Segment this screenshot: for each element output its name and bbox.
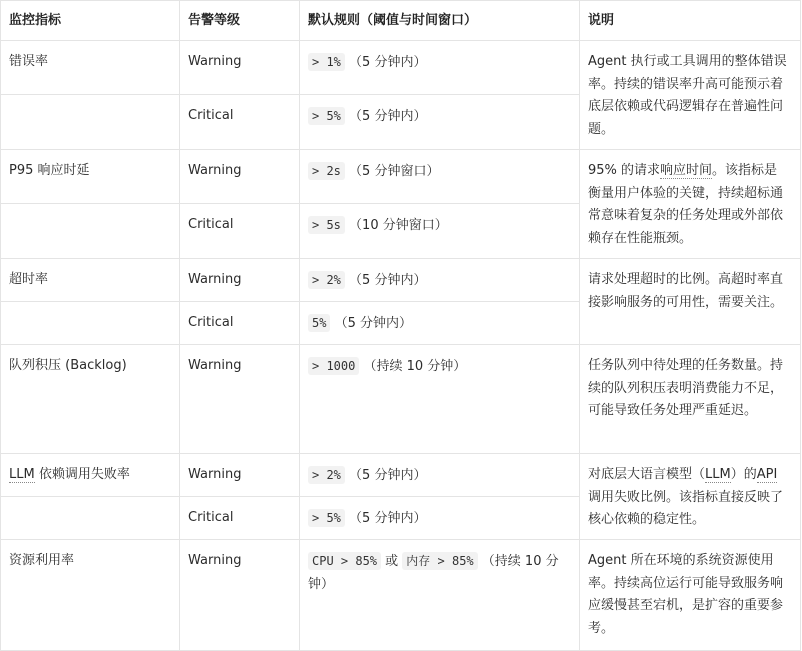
level-cell: Critical (180, 302, 300, 345)
level-cell: Warning (180, 454, 300, 497)
threshold-code: > 1% (308, 53, 345, 71)
level-cell: Critical (180, 204, 300, 259)
abbr-llm: LLM (9, 467, 35, 482)
header-desc: 说明 (580, 1, 801, 41)
table-row (1, 150, 801, 204)
level-cell: Warning (180, 150, 300, 204)
rule-cell: > 5s （10 分钟窗口） (300, 204, 580, 259)
threshold-code: 5% (308, 314, 330, 332)
threshold-code: 内存 > 85% (402, 552, 477, 570)
rule-cell: > 5% （5 分钟内） (300, 497, 580, 540)
level-cell: Warning (180, 259, 300, 302)
desc-cell: 对底层大语言模型（LLM）的API 调用失败比例。该指标直接反映了核心依赖的稳定性。 (580, 454, 801, 540)
threshold-code: CPU > 85% (308, 552, 381, 570)
metric-cell: 资源利用率 (1, 540, 180, 651)
rule-cell: 5% （5 分钟内） (300, 302, 580, 345)
table-header-row (1, 1, 801, 41)
abbr-api: API (756, 467, 778, 482)
threshold-code: > 2% (308, 271, 345, 289)
table-row (1, 41, 801, 95)
rule-cell: > 2s （5 分钟窗口） (300, 150, 580, 204)
level-cell: Warning (180, 345, 300, 454)
threshold-code: > 2% (308, 466, 345, 484)
rule-cell: > 2% （5 分钟内） (300, 259, 580, 302)
rule-cell: CPU > 85% 或 内存 > 85% （持续 10 分钟） (300, 540, 580, 651)
table-row (1, 259, 801, 302)
level-cell: Critical (180, 95, 300, 150)
rule-cell: > 1000 （持续 10 分钟） (300, 345, 580, 454)
rule-cell: > 5% （5 分钟内） (300, 95, 580, 150)
metric-cell: 队列积压 (Backlog) (1, 345, 180, 454)
metric-cell: 错误率 (1, 41, 180, 95)
rule-cell: > 2% （5 分钟内） (300, 454, 580, 497)
threshold-code: > 1000 (308, 357, 359, 375)
desc-cell: 任务队列中待处理的任务数量。持续的队列积压表明消费能力不足，可能导致任务处理严重延迟。 (580, 345, 801, 454)
desc-cell: 95% 的请求响应时间。该指标是衡量用户体验的关键，持续超标通常意味着复杂的任务处理或外部依赖存在性能瓶颈。 (580, 150, 801, 259)
threshold-code: > 2s (308, 162, 345, 180)
table-row (1, 345, 801, 454)
threshold-code: > 5% (308, 509, 345, 527)
abbr-llm: LLM (705, 467, 731, 482)
header-metric: 监控指标 (1, 1, 180, 41)
desc-cell: Agent 所在环境的系统资源使用率。持续高位运行可能导致服务响应缓慢甚至宕机，是扩容的重要参考。 (580, 540, 801, 651)
metric-cell: 超时率 (1, 259, 180, 302)
threshold-code: > 5% (308, 107, 345, 125)
header-level: 告警等级 (180, 1, 300, 41)
table-row (1, 540, 801, 651)
rule-cell: > 1% （5 分钟内） (300, 41, 580, 95)
table-row (1, 454, 801, 497)
header-rule: 默认规则（阈值与时间窗口） (300, 1, 580, 41)
metric-cell: P95 响应时延 (1, 150, 180, 204)
level-cell: Warning (180, 540, 300, 651)
desc-cell: 请求处理超时的比例。高超时率直接影响服务的可用性，需要关注。 (580, 259, 801, 345)
threshold-code: > 5s (308, 216, 345, 234)
desc-cell: Agent 执行或工具调用的整体错误率。持续的错误率升高可能预示着底层依赖或代码逻辑存在普遍性问题。 (580, 41, 801, 150)
metric-cell: LLM 依赖调用失败率 (1, 454, 180, 497)
level-cell: Critical (180, 497, 300, 540)
abbr-response-time: 响应时间 (660, 163, 713, 178)
level-cell: Warning (180, 41, 300, 95)
